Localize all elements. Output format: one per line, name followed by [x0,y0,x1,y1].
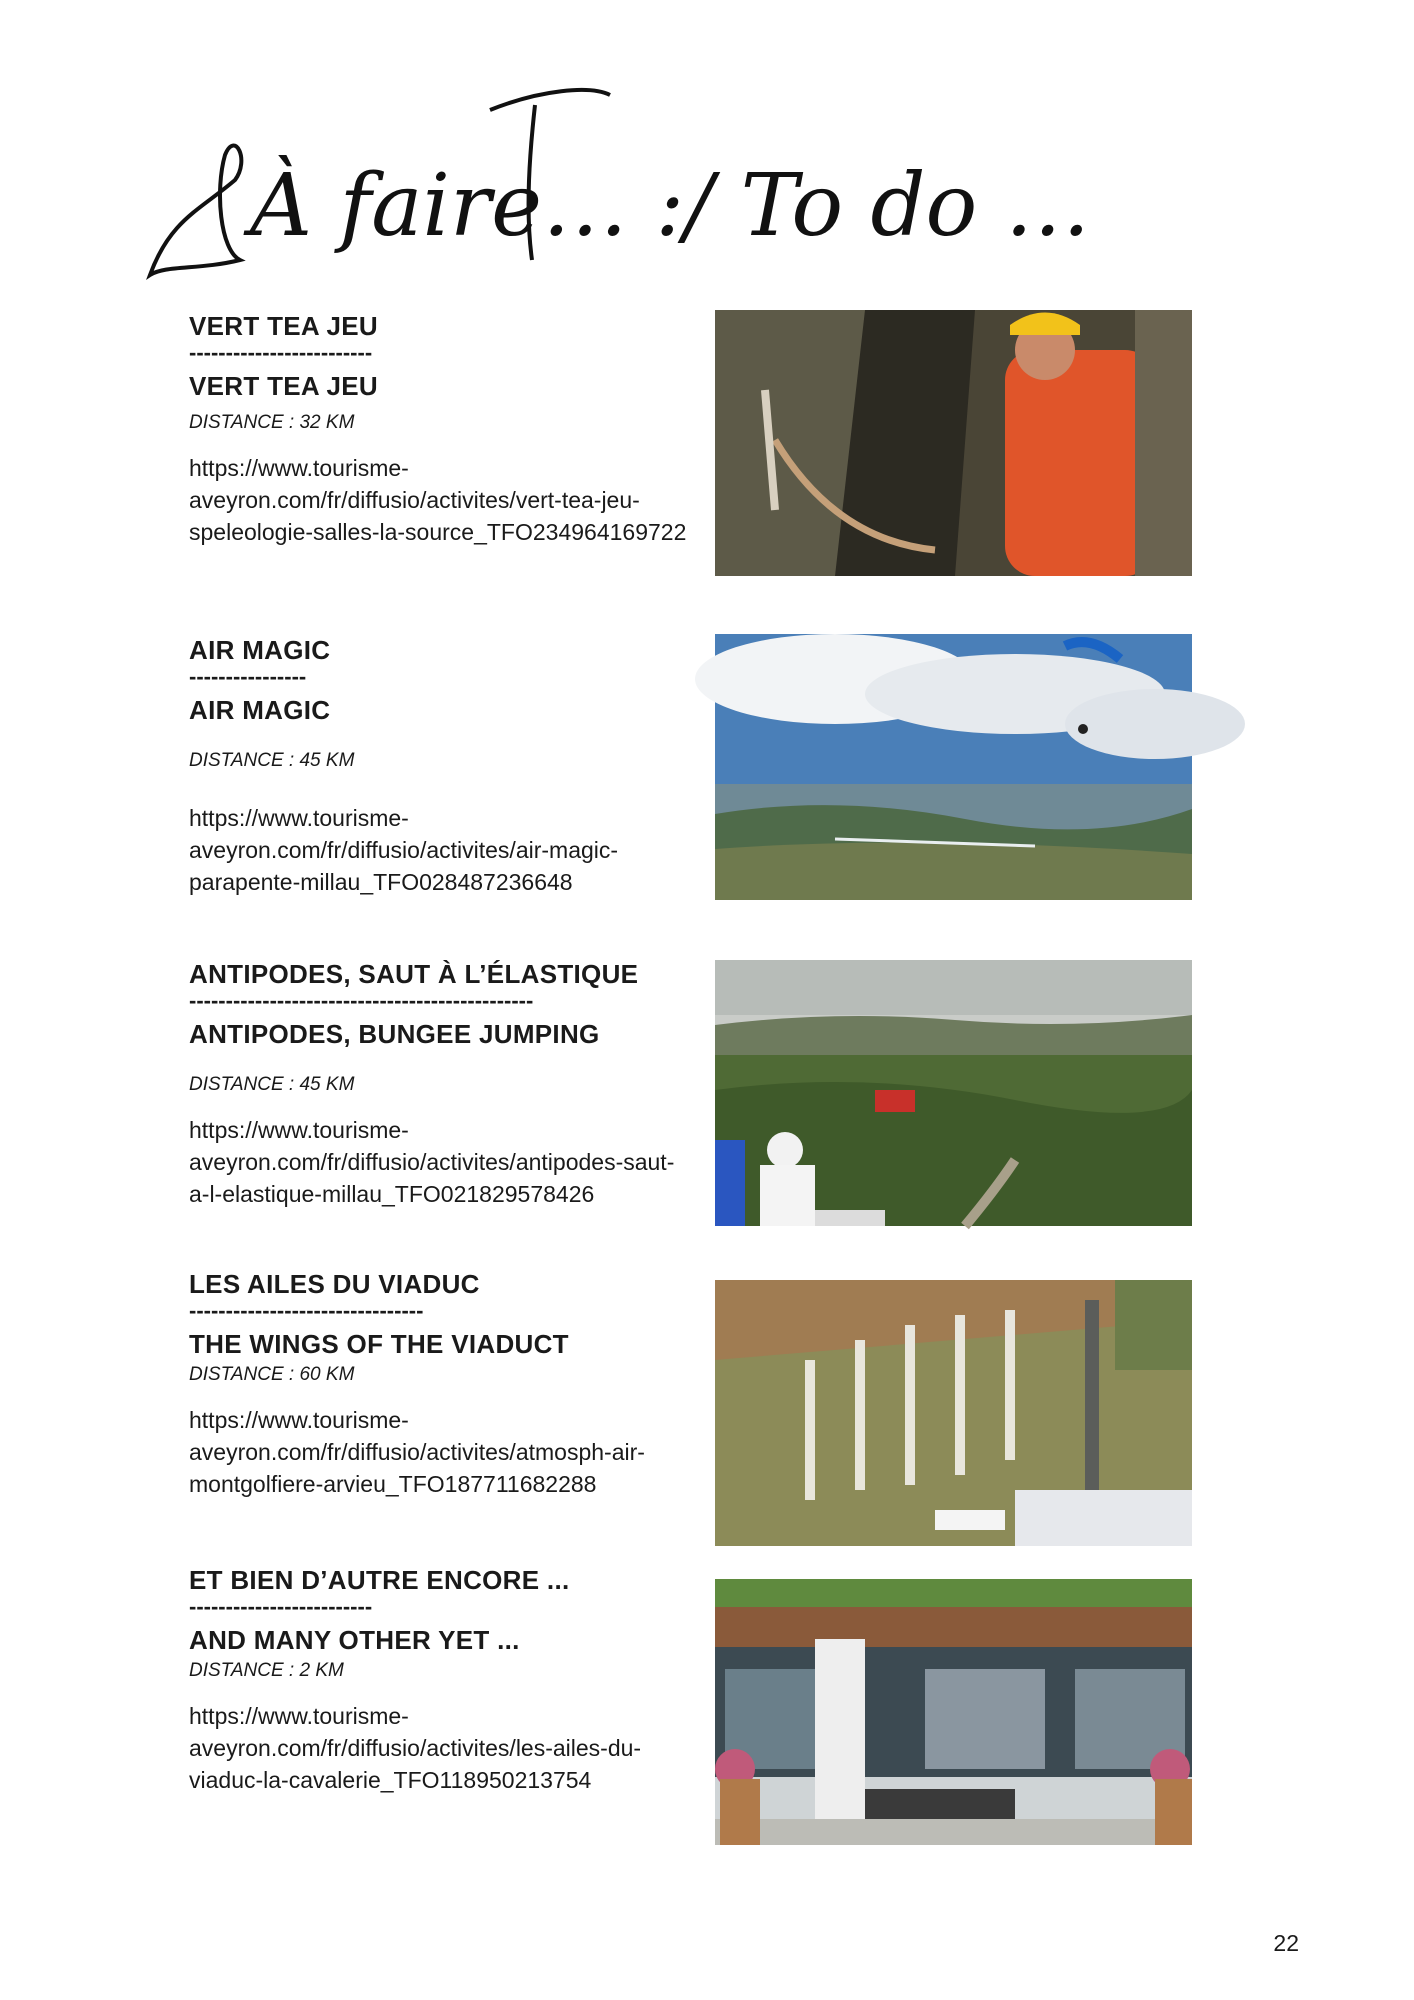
paragliding-photo [715,634,1192,900]
airfield-photo [715,1280,1192,1546]
activity-url[interactable] [189,1114,729,1210]
activity-name-fr: AIR MAGIC [189,635,331,665]
activity-url[interactable] [189,802,709,898]
url-line[interactable]: parapente-millau_TFO028487236648 [189,869,573,895]
activity-name-en: ANTIPODES, BUNGEE JUMPING [189,1019,600,1049]
url-line[interactable]: aveyron.com/fr/diffusio/activites/les-ailes-du- [189,1735,642,1761]
activity-url[interactable] [189,452,709,548]
activity-name-fr: ET BIEN D’AUTRE ENCORE ... [189,1565,570,1595]
url-line[interactable]: aveyron.com/fr/diffusio/activites/antipodes-saut- [189,1149,675,1175]
separator: ------------------------- [189,1594,373,1619]
url-line[interactable]: montgolfiere-arvieu_TFO187711682288 [189,1471,597,1497]
url-line[interactable]: aveyron.com/fr/diffusio/activites/vert-tea-jeu- [189,487,640,513]
separator: ---------------- [189,664,307,689]
activity-name-en: AND MANY OTHER YET ... [189,1625,520,1655]
url-line[interactable]: https://www.tourisme- [189,1117,409,1143]
activity-name-fr: ANTIPODES, SAUT À L’ÉLASTIQUE [189,959,639,989]
url-line[interactable]: aveyron.com/fr/diffusio/activites/air-magic- [189,837,619,863]
activity-name-fr: VERT TEA JEU [189,311,379,341]
activity-url[interactable] [189,1404,709,1500]
activity-name-fr: LES AILES DU VIADUC [189,1269,480,1299]
url-line[interactable]: https://www.tourisme- [189,455,409,481]
url-line[interactable]: speleologie-salles-la-source_TFO234964169722 [189,519,687,545]
separator: ------------------------- [189,340,373,365]
url-line[interactable]: viaduc-la-cavalerie_TFO118950213754 [189,1767,592,1793]
url-line[interactable]: https://www.tourisme- [189,805,409,831]
title-flourish-a [150,145,241,275]
separator: ----------------------------------------------- [189,988,534,1013]
page-title-script [140,60,1091,290]
title-text: À faire… :/ To do … [250,156,1091,256]
activity-distance: DISTANCE : 60 KM [189,1364,355,1385]
url-line[interactable]: a-l-elastique-millau_TFO021829578426 [189,1181,595,1207]
activity-distance: DISTANCE : 2 KM [189,1660,344,1681]
url-line[interactable]: https://www.tourisme- [189,1703,409,1729]
activity-distance: DISTANCE : 32 KM [189,412,355,433]
activity-name-en: VERT TEA JEU [189,371,379,401]
activity-distance: DISTANCE : 45 KM [189,1074,355,1095]
page-number: 22 [1273,1930,1299,1956]
tourist-office-photo [715,1579,1192,1845]
bungee-photo [715,960,1192,1226]
separator: -------------------------------- [189,1298,424,1323]
caving-photo [715,310,1192,576]
url-line[interactable]: aveyron.com/fr/diffusio/activites/atmosph-air- [189,1439,645,1465]
activity-name-en: THE WINGS OF THE VIADUCT [189,1329,569,1359]
activity-url[interactable] [189,1700,709,1796]
page-title [140,60,1091,290]
activity-distance: DISTANCE : 45 KM [189,750,355,771]
activity-name-en: AIR MAGIC [189,695,331,725]
url-line[interactable]: https://www.tourisme- [189,1407,409,1433]
